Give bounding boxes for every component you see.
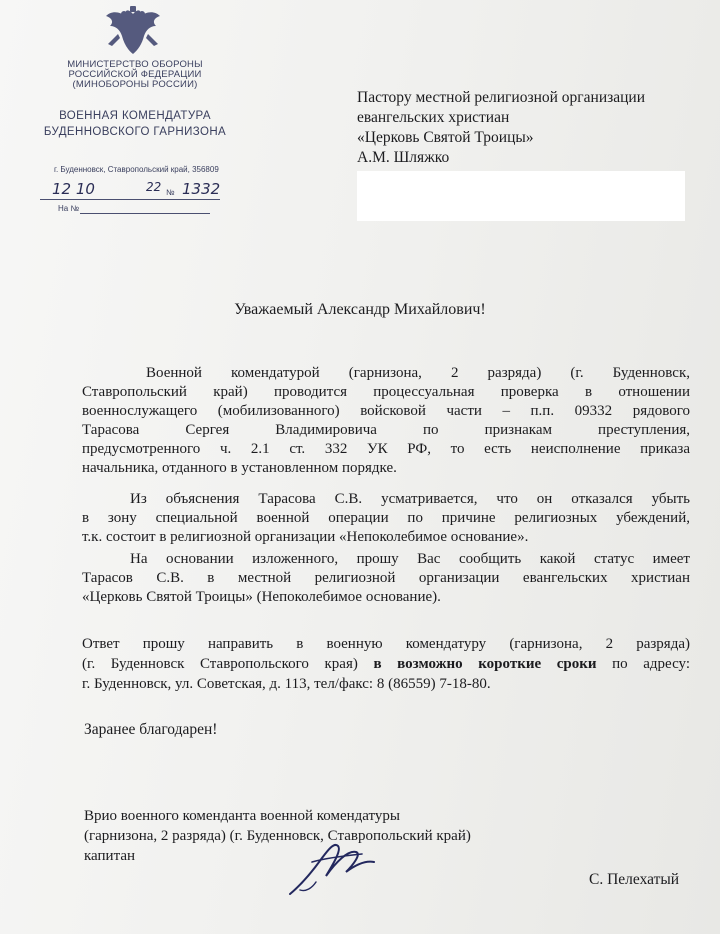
- paragraph-line: Тарасова Сергея Владимировича по признакам преступления,: [82, 422, 690, 438]
- letterhead-address: г. Буденновск, Ставропольский край, 356809: [54, 165, 219, 174]
- paragraph-1: [82, 364, 690, 478]
- signature-title-line-2: (гарнизона, 2 разряда) (г. Буденновск, Ставропольский край): [84, 828, 471, 844]
- paragraph-text: по адресу:: [596, 656, 691, 672]
- addressee-line-2: евангельских христиан: [357, 109, 510, 126]
- closing-thanks: Заранее благодарен!: [84, 721, 218, 738]
- reference-underline: [80, 213, 210, 214]
- ministry-line-3: (МИНОБОРОНЫ РОССИИ): [72, 79, 198, 90]
- letterhead-unit: [40, 108, 230, 140]
- salutation: Уважаемый Александр Михайлович!: [234, 301, 486, 318]
- signature-title-line-1: Врио военного коменданта военной комендатуры: [84, 808, 400, 824]
- paragraph-line: в зону специальной военной операции по причине религиозных убеждений,: [82, 510, 690, 526]
- registration-date: 12 10: [52, 180, 95, 198]
- registration-number-prefix: №: [166, 188, 175, 197]
- paragraph-line: На основании изложенного, прошу Вас сообщить какой статус имеет: [130, 551, 690, 567]
- paragraph-line: Из объяснения Тарасова С.В. усматривается, что он отказался убыть: [130, 491, 690, 507]
- paragraph-4: [82, 634, 690, 694]
- ministry-line-1: МИНИСТЕРСТВО ОБОРОНЫ: [67, 59, 203, 70]
- paragraph-3: [82, 550, 690, 607]
- paragraph-line: т.к. состоит в религиозной организации «Непоколебимое основание».: [82, 529, 529, 545]
- paragraph-line: Тарасов С.В. в местной религиозной организации евангельских христиан: [82, 570, 690, 586]
- signature-block: [84, 806, 471, 866]
- unit-line-1: ВОЕННАЯ КОМЕНДАТУРА: [59, 110, 211, 122]
- registration-number: 1332: [182, 180, 221, 198]
- addressee-line-3: «Церковь Святой Троицы»: [357, 129, 534, 146]
- letterhead-ministry: [40, 60, 230, 90]
- redacted-area: [357, 171, 685, 221]
- addressee-block: [357, 88, 645, 168]
- reference-prefix: На №: [58, 204, 80, 213]
- addressee-line-1: Пастору местной религиозной организации: [357, 89, 645, 106]
- unit-line-2: БУДЕННОВСКОГО ГАРНИЗОНА: [43, 126, 227, 138]
- addressee-line-4: А.М. Шляжко: [357, 149, 450, 166]
- signature-title-line-3: капитан: [84, 848, 135, 864]
- paragraph-line: военнослужащего (мобилизованного) войсковой части – п.п. 09332 рядового: [82, 403, 690, 419]
- paragraph-line: «Церковь Святой Троицы» (Непоколебимое основание).: [82, 589, 441, 605]
- paragraph-2: [82, 490, 690, 547]
- paragraph-line: г. Буденновск, ул. Советская, д. 113, тел/факс: 8 (86559) 7-18-80.: [82, 676, 491, 692]
- paragraph-line: [82, 654, 690, 674]
- paragraph-line: предусмотренного ч. 2.1 ст. 332 УК РФ, то есть неисполнение приказа: [82, 441, 690, 457]
- registration-year: 22: [146, 180, 162, 194]
- registration-underline: [40, 199, 220, 200]
- paragraph-line: начальника, отданного в установленном порядке.: [82, 460, 397, 476]
- signer-name: С. Пелехатый: [589, 871, 680, 888]
- paragraph-line: Военной комендатурой (гарнизона, 2 разряда) (г. Буденновск,: [146, 365, 690, 381]
- handwritten-signature: [282, 832, 382, 902]
- emblem-icon: [88, 4, 178, 60]
- emphasis-text: в возможно короткие сроки: [373, 656, 597, 672]
- paragraph-line: Ответ прошу направить в военную комендатуру (гарнизона, 2 разряда): [82, 636, 690, 652]
- ministry-line-2: РОССИЙСКОЙ ФЕДЕРАЦИИ: [68, 69, 202, 80]
- paragraph-text: (г. Буденновск Ставропольского края): [82, 656, 374, 672]
- paragraph-line: Ставропольский край) проводится процессуальная проверка в отношении: [82, 384, 690, 400]
